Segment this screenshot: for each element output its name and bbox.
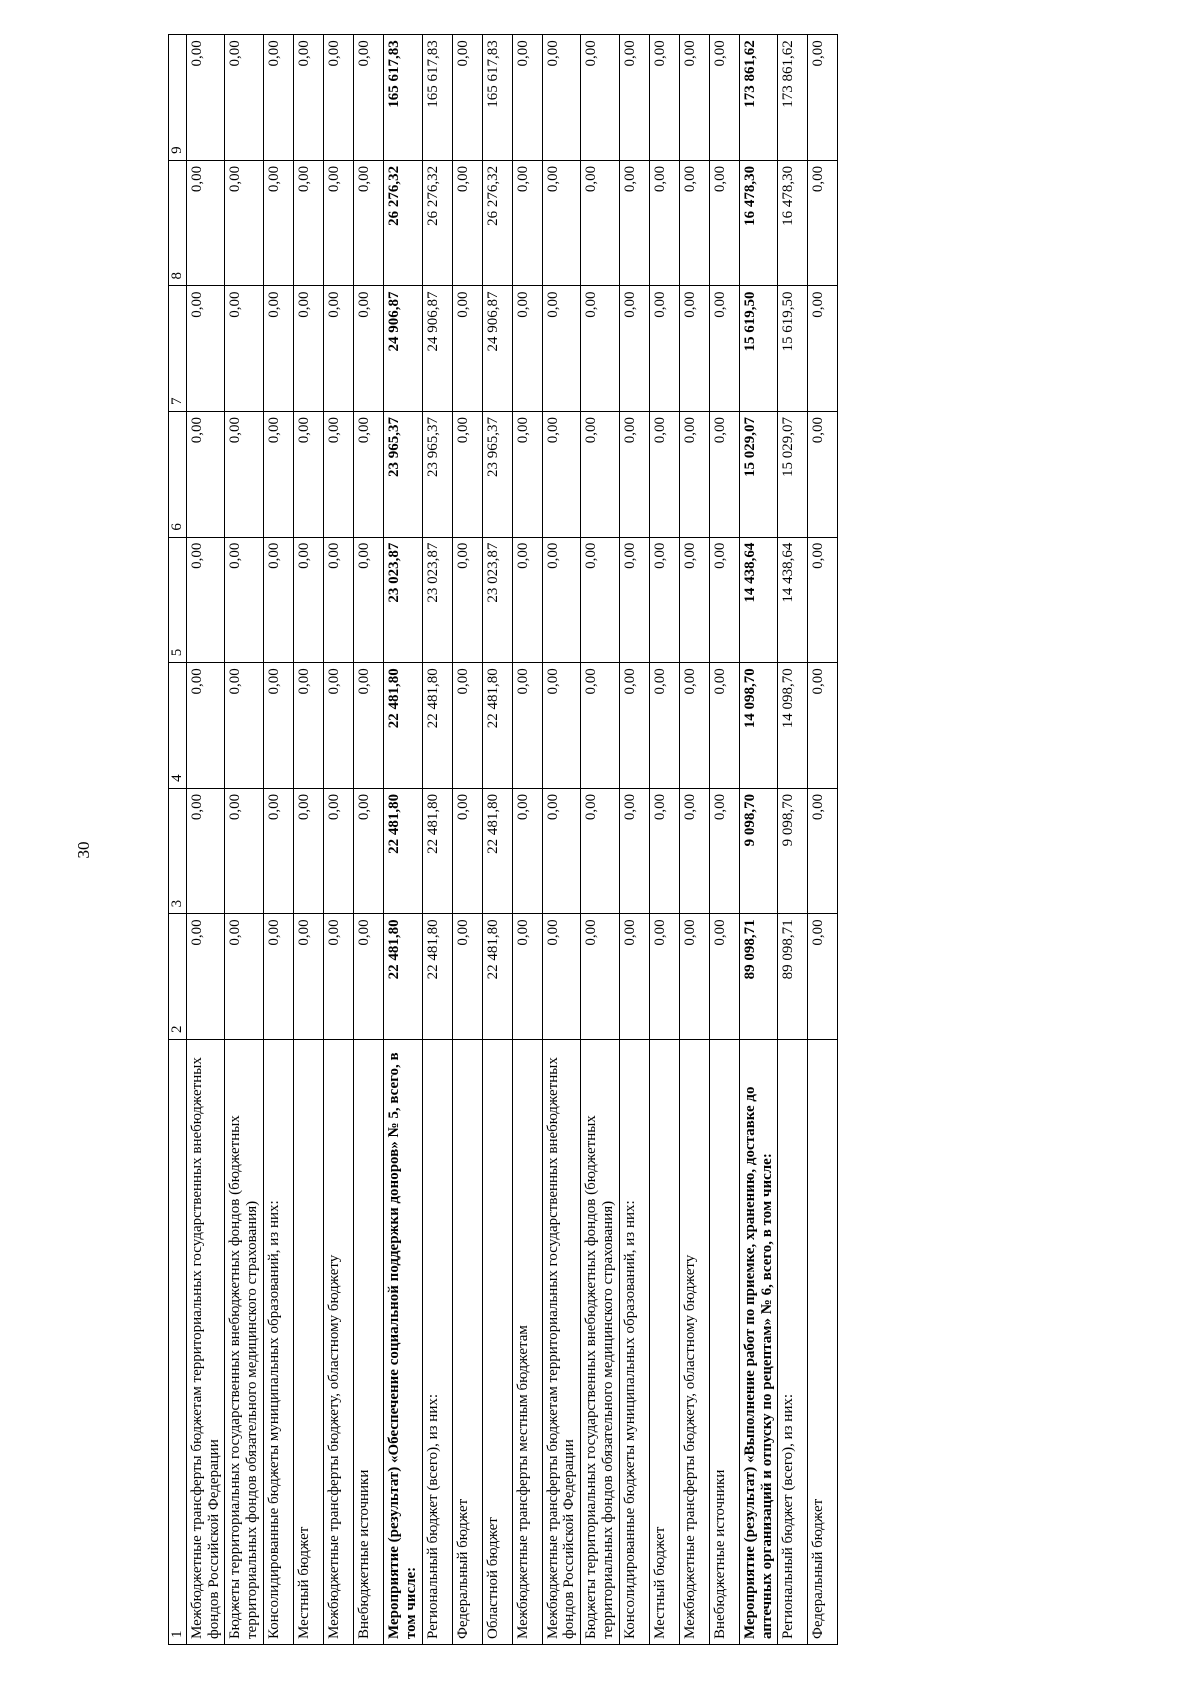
column-header: 4 (169, 663, 187, 789)
value-cell: 0,00 (581, 663, 620, 789)
value-cell: 23 965,37 (383, 412, 422, 538)
value-cell: 0,00 (353, 788, 383, 914)
row-label: Внебюджетные источники (709, 1040, 739, 1645)
value-cell: 0,00 (581, 537, 620, 663)
row-label: Консолидированные бюджеты муниципальных образований, из них: (619, 1040, 649, 1645)
value-cell: 0,00 (619, 35, 649, 161)
value-cell: 26 276,32 (383, 160, 422, 286)
value-cell: 22 481,80 (383, 788, 422, 914)
value-cell: 0,00 (452, 537, 482, 663)
column-header: 5 (169, 537, 187, 663)
value-cell: 0,00 (649, 788, 679, 914)
value-cell: 173 861,62 (778, 35, 808, 161)
table-row (808, 35, 838, 1645)
value-cell: 15 619,50 (778, 286, 808, 412)
value-cell: 0,00 (263, 914, 293, 1040)
value-cell: 173 861,62 (739, 35, 778, 161)
row-label: Межбюджетные трансферты местным бюджетам (512, 1040, 542, 1645)
value-cell: 0,00 (186, 35, 225, 161)
row-label: Мероприятие (результат) «Выполнение работ по приемке, хранению, доставке до аптечных организаций и отпуску по рецептам» № 6, всего, в том числе: (739, 1040, 778, 1645)
value-cell: 0,00 (293, 160, 323, 286)
value-cell: 0,00 (293, 537, 323, 663)
table-row-measure-total (383, 35, 422, 1645)
value-cell: 0,00 (186, 537, 225, 663)
value-cell: 23 965,37 (422, 412, 452, 538)
value-cell: 9 098,70 (778, 788, 808, 914)
table-row (542, 35, 581, 1645)
value-cell: 0,00 (542, 788, 581, 914)
value-cell: 0,00 (619, 412, 649, 538)
value-cell: 0,00 (353, 914, 383, 1040)
value-cell: 0,00 (293, 788, 323, 914)
value-cell: 0,00 (323, 35, 353, 161)
value-cell: 0,00 (808, 286, 838, 412)
value-cell: 0,00 (452, 788, 482, 914)
value-cell: 0,00 (619, 663, 649, 789)
value-cell: 0,00 (649, 537, 679, 663)
value-cell: 0,00 (512, 537, 542, 663)
value-cell: 0,00 (323, 788, 353, 914)
value-cell: 24 906,87 (422, 286, 452, 412)
value-cell: 0,00 (709, 914, 739, 1040)
value-cell: 0,00 (619, 160, 649, 286)
value-cell: 0,00 (293, 286, 323, 412)
value-cell: 0,00 (808, 537, 838, 663)
value-cell: 0,00 (353, 537, 383, 663)
value-cell: 23 023,87 (383, 537, 422, 663)
value-cell: 0,00 (542, 286, 581, 412)
table-row-measure-total (739, 35, 778, 1645)
value-cell: 0,00 (512, 160, 542, 286)
table-row (293, 35, 323, 1645)
value-cell: 0,00 (709, 537, 739, 663)
value-cell: 0,00 (263, 412, 293, 538)
table-row (422, 35, 452, 1645)
value-cell: 14 098,70 (739, 663, 778, 789)
value-cell: 0,00 (619, 914, 649, 1040)
value-cell: 0,00 (581, 914, 620, 1040)
value-cell: 0,00 (323, 412, 353, 538)
value-cell: 0,00 (353, 412, 383, 538)
value-cell: 165 617,83 (422, 35, 452, 161)
value-cell: 0,00 (225, 35, 264, 161)
value-cell: 0,00 (679, 914, 709, 1040)
value-cell: 0,00 (649, 914, 679, 1040)
table-row (353, 35, 383, 1645)
row-label: Местный бюджет (293, 1040, 323, 1645)
value-cell: 0,00 (225, 788, 264, 914)
table-row (679, 35, 709, 1645)
value-cell: 0,00 (709, 663, 739, 789)
value-cell: 0,00 (263, 663, 293, 789)
row-label: Мероприятие (результат) «Обеспечение социальной поддержки доноров» № 5, всего, в том числе: (383, 1040, 422, 1645)
value-cell: 0,00 (263, 160, 293, 286)
value-cell: 0,00 (323, 914, 353, 1040)
row-label: Внебюджетные источники (353, 1040, 383, 1645)
table-row (186, 35, 225, 1645)
value-cell: 0,00 (709, 286, 739, 412)
value-cell: 0,00 (581, 412, 620, 538)
value-cell: 23 023,87 (422, 537, 452, 663)
value-cell: 0,00 (353, 286, 383, 412)
value-cell: 0,00 (512, 412, 542, 538)
column-header: 8 (169, 160, 187, 286)
value-cell: 0,00 (225, 914, 264, 1040)
table-row (649, 35, 679, 1645)
value-cell: 0,00 (649, 286, 679, 412)
value-cell: 0,00 (512, 286, 542, 412)
value-cell: 15 029,07 (778, 412, 808, 538)
table-row (482, 35, 512, 1645)
value-cell: 22 481,80 (482, 788, 512, 914)
value-cell: 0,00 (186, 412, 225, 538)
value-cell: 26 276,32 (422, 160, 452, 286)
column-header: 7 (169, 286, 187, 412)
value-cell: 0,00 (353, 663, 383, 789)
value-cell: 0,00 (225, 160, 264, 286)
value-cell: 0,00 (263, 788, 293, 914)
value-cell: 0,00 (808, 412, 838, 538)
value-cell: 24 906,87 (383, 286, 422, 412)
value-cell: 0,00 (649, 663, 679, 789)
value-cell: 0,00 (679, 537, 709, 663)
value-cell: 0,00 (679, 663, 709, 789)
table-row (452, 35, 482, 1645)
value-cell: 0,00 (581, 286, 620, 412)
value-cell: 0,00 (619, 537, 649, 663)
value-cell: 0,00 (186, 160, 225, 286)
value-cell: 0,00 (581, 160, 620, 286)
value-cell: 9 098,70 (739, 788, 778, 914)
value-cell: 14 438,64 (778, 537, 808, 663)
value-cell: 0,00 (619, 286, 649, 412)
value-cell: 0,00 (263, 537, 293, 663)
row-label: Региональный бюджет (всего), из них: (422, 1040, 452, 1645)
value-cell: 0,00 (808, 160, 838, 286)
value-cell: 16 478,30 (778, 160, 808, 286)
row-label: Областной бюджет (482, 1040, 512, 1645)
value-cell: 0,00 (709, 160, 739, 286)
column-header: 1 (169, 1040, 187, 1645)
row-label: Межбюджетные трансферты бюджетам территориальных государственных внебюджетных фондов Российской Федерации (542, 1040, 581, 1645)
budget-table (168, 34, 838, 1645)
row-label: Бюджеты территориальных государственных внебюджетных фондов (бюджетных территориальных фондов обязательного медицинского страхования) (581, 1040, 620, 1645)
row-label: Межбюджетные трансферты бюджетам территориальных государственных внебюджетных фондов Российской Федерации (186, 1040, 225, 1645)
value-cell: 15 619,50 (739, 286, 778, 412)
rotated-page-content (168, 35, 1056, 1645)
value-cell: 0,00 (808, 35, 838, 161)
value-cell: 0,00 (186, 914, 225, 1040)
value-cell: 0,00 (649, 412, 679, 538)
value-cell: 0,00 (263, 35, 293, 161)
row-label: Федеральный бюджет (452, 1040, 482, 1645)
value-cell: 0,00 (512, 663, 542, 789)
table-body (186, 35, 838, 1645)
value-cell: 23 965,37 (482, 412, 512, 538)
value-cell: 23 023,87 (482, 537, 512, 663)
row-label: Региональный бюджет (всего), из них: (778, 1040, 808, 1645)
value-cell: 0,00 (808, 788, 838, 914)
value-cell: 0,00 (452, 663, 482, 789)
value-cell: 0,00 (353, 160, 383, 286)
column-header: 2 (169, 914, 187, 1040)
value-cell: 0,00 (323, 663, 353, 789)
value-cell: 0,00 (512, 914, 542, 1040)
value-cell: 16 478,30 (739, 160, 778, 286)
value-cell: 0,00 (353, 35, 383, 161)
value-cell: 0,00 (323, 286, 353, 412)
value-cell: 22 481,80 (422, 788, 452, 914)
value-cell: 0,00 (225, 286, 264, 412)
value-cell: 89 098,71 (778, 914, 808, 1040)
value-cell: 0,00 (452, 914, 482, 1040)
value-cell: 0,00 (225, 537, 264, 663)
value-cell: 0,00 (186, 663, 225, 789)
value-cell: 22 481,80 (383, 663, 422, 789)
value-cell: 165 617,83 (482, 35, 512, 161)
value-cell: 24 906,87 (482, 286, 512, 412)
row-label: Консолидированные бюджеты муниципальных образований, из них: (263, 1040, 293, 1645)
column-number-row (169, 35, 187, 1645)
value-cell: 0,00 (512, 35, 542, 161)
value-cell: 89 098,71 (739, 914, 778, 1040)
table-row (709, 35, 739, 1645)
value-cell: 0,00 (709, 788, 739, 914)
value-cell: 0,00 (452, 160, 482, 286)
value-cell: 22 481,80 (422, 663, 452, 789)
value-cell: 0,00 (709, 35, 739, 161)
column-header: 9 (169, 35, 187, 161)
value-cell: 0,00 (263, 286, 293, 412)
row-label: Межбюджетные трансферты бюджету, областному бюджету (679, 1040, 709, 1645)
value-cell: 22 481,80 (422, 914, 452, 1040)
column-header: 3 (169, 788, 187, 914)
value-cell: 0,00 (323, 537, 353, 663)
value-cell: 0,00 (225, 412, 264, 538)
row-label: Федеральный бюджет (808, 1040, 838, 1645)
value-cell: 0,00 (679, 160, 709, 286)
value-cell: 0,00 (452, 35, 482, 161)
value-cell: 14 438,64 (739, 537, 778, 663)
value-cell: 165 617,83 (383, 35, 422, 161)
row-label: Межбюджетные трансферты бюджету, областному бюджету (323, 1040, 353, 1645)
column-header: 6 (169, 412, 187, 538)
value-cell: 0,00 (452, 412, 482, 538)
page-number: 30 (74, 841, 93, 859)
value-cell: 26 276,32 (482, 160, 512, 286)
value-cell: 22 481,80 (383, 914, 422, 1040)
value-cell: 22 481,80 (482, 663, 512, 789)
value-cell: 0,00 (581, 788, 620, 914)
value-cell: 0,00 (679, 286, 709, 412)
table-row (581, 35, 620, 1645)
value-cell: 0,00 (649, 35, 679, 161)
value-cell: 0,00 (293, 914, 323, 1040)
value-cell: 0,00 (186, 286, 225, 412)
value-cell: 0,00 (452, 286, 482, 412)
value-cell: 0,00 (542, 914, 581, 1040)
value-cell: 0,00 (323, 160, 353, 286)
value-cell: 0,00 (649, 160, 679, 286)
value-cell: 14 098,70 (778, 663, 808, 789)
table-row (225, 35, 264, 1645)
value-cell: 0,00 (512, 788, 542, 914)
row-label: Местный бюджет (649, 1040, 679, 1645)
value-cell: 0,00 (225, 663, 264, 789)
value-cell: 0,00 (808, 914, 838, 1040)
value-cell: 15 029,07 (739, 412, 778, 538)
value-cell: 0,00 (542, 537, 581, 663)
value-cell: 0,00 (186, 788, 225, 914)
table-row (619, 35, 649, 1645)
value-cell: 22 481,80 (482, 914, 512, 1040)
value-cell: 0,00 (581, 35, 620, 161)
value-cell: 0,00 (293, 412, 323, 538)
value-cell: 0,00 (293, 35, 323, 161)
value-cell: 0,00 (808, 663, 838, 789)
value-cell: 0,00 (679, 412, 709, 538)
value-cell: 0,00 (619, 788, 649, 914)
value-cell: 0,00 (709, 412, 739, 538)
value-cell: 0,00 (542, 412, 581, 538)
value-cell: 0,00 (542, 160, 581, 286)
row-label: Бюджеты территориальных государственных внебюджетных фондов (бюджетных территориальных фондов обязательного медицинского страхования) (225, 1040, 264, 1645)
value-cell: 0,00 (542, 663, 581, 789)
table-row (778, 35, 808, 1645)
table-row (323, 35, 353, 1645)
value-cell: 0,00 (679, 788, 709, 914)
value-cell: 0,00 (542, 35, 581, 161)
table-row (512, 35, 542, 1645)
value-cell: 0,00 (293, 663, 323, 789)
table-row (263, 35, 293, 1645)
value-cell: 0,00 (679, 35, 709, 161)
